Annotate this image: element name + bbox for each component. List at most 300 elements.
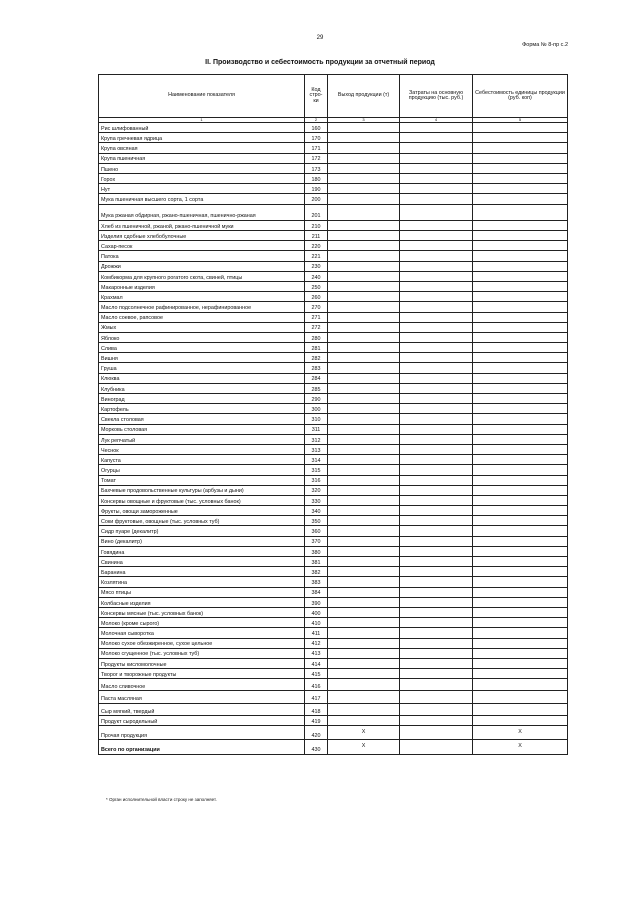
unit-cost-cell <box>473 163 568 173</box>
output-cell <box>328 241 400 251</box>
costs-cell <box>400 163 473 173</box>
costs-cell <box>400 424 473 434</box>
table-row <box>99 577 568 587</box>
unit-cost-cell <box>473 251 568 261</box>
unit-cost-cell <box>473 669 568 679</box>
table-row <box>99 271 568 281</box>
row-code: 370 <box>305 536 328 546</box>
row-code: 320 <box>305 485 328 495</box>
costs-cell <box>400 715 473 725</box>
row-code: 173 <box>305 163 328 173</box>
row-name: Крахмал <box>99 292 305 302</box>
row-name: Продукты кисломолочные <box>99 658 305 668</box>
output-cell <box>328 638 400 648</box>
costs-cell <box>400 465 473 475</box>
costs-cell <box>400 434 473 444</box>
row-name: Мука ржаная обдирная, ржано-пшеничная, пшенично-ржаная <box>99 204 305 220</box>
unit-cost-cell <box>473 506 568 516</box>
unit-cost-cell <box>473 414 568 424</box>
table-row <box>99 123 568 133</box>
row-name: Морковь столовая <box>99 424 305 434</box>
unit-cost-cell <box>473 173 568 183</box>
row-code: 211 <box>305 231 328 241</box>
output-cell <box>328 231 400 241</box>
output-cell <box>328 332 400 342</box>
unit-cost-cell <box>473 363 568 373</box>
unit-cost-cell: X <box>473 726 568 740</box>
row-code: 190 <box>305 184 328 194</box>
table-row <box>99 557 568 567</box>
row-name: Крупа овсяная <box>99 143 305 153</box>
output-cell <box>328 587 400 597</box>
output-cell <box>328 577 400 587</box>
output-cell <box>328 123 400 133</box>
row-name: Вино (декалитр) <box>99 536 305 546</box>
row-name: Свекла столовая <box>99 414 305 424</box>
unit-cost-cell <box>473 194 568 204</box>
col-number: 4 <box>400 118 473 123</box>
row-name: Продукт сыродельный <box>99 715 305 725</box>
table-row <box>99 679 568 691</box>
output-cell <box>328 465 400 475</box>
unit-cost-cell <box>473 143 568 153</box>
output-cell <box>328 703 400 715</box>
table-row <box>99 434 568 444</box>
unit-cost-cell <box>473 444 568 454</box>
unit-cost-cell <box>473 557 568 567</box>
unit-cost-cell <box>473 153 568 163</box>
row-name: Картофель <box>99 404 305 414</box>
costs-cell <box>400 703 473 715</box>
unit-cost-cell <box>473 292 568 302</box>
table-row <box>99 444 568 454</box>
table-row <box>99 475 568 485</box>
unit-cost-cell <box>473 394 568 404</box>
output-cell <box>328 143 400 153</box>
costs-cell <box>400 394 473 404</box>
row-code: 350 <box>305 516 328 526</box>
output-cell <box>328 363 400 373</box>
costs-cell <box>400 444 473 454</box>
output-cell <box>328 220 400 230</box>
col-number: 1 <box>99 118 305 123</box>
row-code: 210 <box>305 220 328 230</box>
output-cell <box>328 404 400 414</box>
output-cell <box>328 628 400 638</box>
unit-cost-cell <box>473 231 568 241</box>
costs-cell <box>400 557 473 567</box>
output-cell <box>328 567 400 577</box>
header-costs: Затраты на основную продукцию (тыс. руб.) <box>400 75 473 118</box>
output-cell <box>328 414 400 424</box>
row-name: Горох <box>99 173 305 183</box>
output-cell <box>328 607 400 617</box>
output-cell <box>328 353 400 363</box>
unit-cost-cell <box>473 607 568 617</box>
output-cell <box>328 546 400 556</box>
unit-cost-cell <box>473 536 568 546</box>
unit-cost-cell <box>473 353 568 363</box>
costs-cell <box>400 506 473 516</box>
row-name: Изделия сдобные хлебобулочные <box>99 231 305 241</box>
table-row <box>99 194 568 204</box>
table-row <box>99 618 568 628</box>
row-code: 310 <box>305 414 328 424</box>
output-cell <box>328 322 400 332</box>
costs-cell <box>400 669 473 679</box>
output-cell <box>328 184 400 194</box>
form-label: Форма № 8-пр с.2 <box>522 42 568 48</box>
unit-cost-cell <box>473 495 568 505</box>
table-row <box>99 383 568 393</box>
table-row <box>99 292 568 302</box>
unit-cost-cell <box>473 332 568 342</box>
row-code: 418 <box>305 703 328 715</box>
row-name: Баранина <box>99 567 305 577</box>
page-number: 29 <box>316 35 324 41</box>
row-code: 171 <box>305 143 328 153</box>
table-row <box>99 353 568 363</box>
output-cell <box>328 485 400 495</box>
row-code: 420 <box>305 726 328 740</box>
row-code: 260 <box>305 292 328 302</box>
costs-cell <box>400 302 473 312</box>
table-row <box>99 204 568 220</box>
unit-cost-cell <box>473 648 568 658</box>
row-name: Всего по организации <box>99 740 305 754</box>
output-cell <box>328 312 400 322</box>
row-name: Творог и творожные продукты <box>99 669 305 679</box>
output-cell <box>328 163 400 173</box>
unit-cost-cell <box>473 343 568 353</box>
table-row <box>99 703 568 715</box>
output-cell <box>328 373 400 383</box>
row-code: 180 <box>305 173 328 183</box>
unit-cost-cell <box>473 383 568 393</box>
output-cell <box>328 173 400 183</box>
table-row <box>99 516 568 526</box>
row-code: 250 <box>305 281 328 291</box>
row-name: Мясо птицы <box>99 587 305 597</box>
unit-cost-cell <box>473 658 568 668</box>
header-output: Выход продукции (т) <box>328 75 400 118</box>
costs-cell <box>400 241 473 251</box>
output-cell <box>328 658 400 668</box>
unit-cost-cell <box>473 271 568 281</box>
costs-cell <box>400 173 473 183</box>
costs-cell <box>400 658 473 668</box>
costs-cell <box>400 516 473 526</box>
header-code: Код стро-ки <box>305 75 328 118</box>
output-cell <box>328 557 400 567</box>
unit-cost-cell <box>473 455 568 465</box>
row-name: Молоко сухое обезжиренное, сухое цельное <box>99 638 305 648</box>
table-row <box>99 231 568 241</box>
row-name: Мука пшеничная высшего сорта, 1 сорта <box>99 194 305 204</box>
row-name: Сидр пуаре (декалитр) <box>99 526 305 536</box>
costs-cell <box>400 607 473 617</box>
unit-cost-cell <box>473 618 568 628</box>
table-row <box>99 669 568 679</box>
section-title: II. Производство и себестоимость продукции за отчетный период <box>205 59 435 66</box>
row-code: 220 <box>305 241 328 251</box>
unit-cost-cell <box>473 587 568 597</box>
row-code: 313 <box>305 444 328 454</box>
row-name: Консервы мясные (тыс. условных банок) <box>99 607 305 617</box>
row-code: 330 <box>305 495 328 505</box>
costs-cell <box>400 292 473 302</box>
row-name: Консервы овощные и фруктовые (тыс. условных банок) <box>99 495 305 505</box>
output-cell <box>328 153 400 163</box>
row-code: 382 <box>305 567 328 577</box>
row-code: 419 <box>305 715 328 725</box>
costs-cell <box>400 373 473 383</box>
costs-cell <box>400 153 473 163</box>
row-name: Патока <box>99 251 305 261</box>
row-name: Молоко (кроме сырого) <box>99 618 305 628</box>
unit-cost-cell <box>473 638 568 648</box>
output-cell <box>328 271 400 281</box>
row-name: Бахчевые продовольственные культуры (арбузы и дыни) <box>99 485 305 495</box>
table-row <box>99 394 568 404</box>
table-row <box>99 691 568 703</box>
row-code: 413 <box>305 648 328 658</box>
row-code: 170 <box>305 133 328 143</box>
costs-cell <box>400 567 473 577</box>
output-cell: X <box>328 726 400 740</box>
table-row <box>99 526 568 536</box>
row-name: Вишня <box>99 353 305 363</box>
row-name: Огурцы <box>99 465 305 475</box>
row-code: 282 <box>305 353 328 363</box>
costs-cell <box>400 261 473 271</box>
row-name: Капуста <box>99 455 305 465</box>
table-row <box>99 726 568 740</box>
costs-cell <box>400 322 473 332</box>
table-row <box>99 332 568 342</box>
row-name: Свинина <box>99 557 305 567</box>
output-cell <box>328 495 400 505</box>
costs-cell <box>400 353 473 363</box>
row-name: Молоко сгущенное (тыс. условных туб) <box>99 648 305 658</box>
costs-cell <box>400 648 473 658</box>
row-name: Крупа гречневая ядрица <box>99 133 305 143</box>
costs-cell <box>400 414 473 424</box>
costs-cell <box>400 343 473 353</box>
row-name: Сыр мягкий, твердый <box>99 703 305 715</box>
row-name: Козлятина <box>99 577 305 587</box>
table-row <box>99 261 568 271</box>
table-header-row <box>99 75 568 118</box>
row-name: Клюква <box>99 373 305 383</box>
unit-cost-cell <box>473 123 568 133</box>
table-row <box>99 173 568 183</box>
unit-cost-cell <box>473 546 568 556</box>
row-code: 172 <box>305 153 328 163</box>
table-row <box>99 638 568 648</box>
table-row <box>99 567 568 577</box>
row-code: 270 <box>305 302 328 312</box>
output-cell <box>328 475 400 485</box>
row-name: Пшено <box>99 163 305 173</box>
unit-cost-cell <box>473 184 568 194</box>
row-code: 381 <box>305 557 328 567</box>
output-cell <box>328 526 400 536</box>
unit-cost-cell <box>473 373 568 383</box>
output-cell <box>328 715 400 725</box>
output-cell: X <box>328 740 400 754</box>
output-cell <box>328 394 400 404</box>
costs-cell <box>400 251 473 261</box>
row-name: Крупа пшеничная <box>99 153 305 163</box>
costs-cell <box>400 726 473 740</box>
row-name: Комбикорма для крупного рогатого скота, свиней, птицы <box>99 271 305 281</box>
row-code: 415 <box>305 669 328 679</box>
row-name: Масло подсолнечное рафинированное, нерафинированное <box>99 302 305 312</box>
costs-cell <box>400 475 473 485</box>
unit-cost-cell <box>473 302 568 312</box>
row-name: Дрожжи <box>99 261 305 271</box>
row-name: Соки фруктовые, овощные (тыс. условных туб) <box>99 516 305 526</box>
unit-cost-cell <box>473 567 568 577</box>
output-cell <box>328 383 400 393</box>
output-cell <box>328 281 400 291</box>
row-name: Масло сливочное <box>99 679 305 691</box>
row-name: Яблоко <box>99 332 305 342</box>
output-cell <box>328 691 400 703</box>
row-code: 410 <box>305 618 328 628</box>
row-code: 414 <box>305 658 328 668</box>
row-name: Молочная сыворотка <box>99 628 305 638</box>
table-row <box>99 465 568 475</box>
table-body <box>99 123 568 755</box>
output-cell <box>328 194 400 204</box>
costs-cell <box>400 740 473 754</box>
unit-cost-cell <box>473 679 568 691</box>
row-code: 412 <box>305 638 328 648</box>
output-cell <box>328 516 400 526</box>
output-cell <box>328 597 400 607</box>
output-cell <box>328 444 400 454</box>
unit-cost-cell <box>473 261 568 271</box>
costs-cell <box>400 204 473 220</box>
row-code: 240 <box>305 271 328 281</box>
costs-cell <box>400 587 473 597</box>
row-code: 283 <box>305 363 328 373</box>
row-name: Сахар-песок <box>99 241 305 251</box>
row-code: 300 <box>305 404 328 414</box>
costs-cell <box>400 184 473 194</box>
table-row <box>99 312 568 322</box>
unit-cost-cell <box>473 281 568 291</box>
row-name: Рис шлифованный <box>99 123 305 133</box>
output-cell <box>328 302 400 312</box>
row-name: Томат <box>99 475 305 485</box>
output-cell <box>328 648 400 658</box>
costs-cell <box>400 281 473 291</box>
table-row <box>99 281 568 291</box>
output-cell <box>328 292 400 302</box>
costs-cell <box>400 143 473 153</box>
row-code: 316 <box>305 475 328 485</box>
row-code: 384 <box>305 587 328 597</box>
row-code: 314 <box>305 455 328 465</box>
table-row <box>99 343 568 353</box>
row-code: 280 <box>305 332 328 342</box>
row-name: Макаронные изделия <box>99 281 305 291</box>
table-row <box>99 363 568 373</box>
output-cell <box>328 133 400 143</box>
row-name: Жмых <box>99 322 305 332</box>
row-code: 271 <box>305 312 328 322</box>
row-name: Прочая продукция <box>99 726 305 740</box>
output-cell <box>328 455 400 465</box>
costs-cell <box>400 363 473 373</box>
table-row <box>99 495 568 505</box>
costs-cell <box>400 577 473 587</box>
unit-cost-cell <box>473 434 568 444</box>
row-name: Говядина <box>99 546 305 556</box>
table-row <box>99 404 568 414</box>
costs-cell <box>400 495 473 505</box>
costs-cell <box>400 271 473 281</box>
output-cell <box>328 618 400 628</box>
unit-cost-cell <box>473 204 568 220</box>
row-code: 221 <box>305 251 328 261</box>
table-row <box>99 597 568 607</box>
costs-cell <box>400 546 473 556</box>
col-number: 2 <box>305 118 328 123</box>
header-unit-cost: Себестоимость единицы продукции (руб. коп) <box>473 75 568 118</box>
costs-cell <box>400 628 473 638</box>
row-code: 281 <box>305 343 328 353</box>
costs-cell <box>400 231 473 241</box>
table-row <box>99 251 568 261</box>
table-row <box>99 373 568 383</box>
row-code: 272 <box>305 322 328 332</box>
output-cell <box>328 251 400 261</box>
table-row <box>99 414 568 424</box>
table-row <box>99 658 568 668</box>
unit-cost-cell <box>473 322 568 332</box>
row-code: 311 <box>305 424 328 434</box>
costs-cell <box>400 220 473 230</box>
header-name: Наименование показателя <box>99 75 305 118</box>
output-cell <box>328 434 400 444</box>
table-row <box>99 241 568 251</box>
row-name: Груша <box>99 363 305 373</box>
unit-cost-cell <box>473 703 568 715</box>
output-cell <box>328 536 400 546</box>
row-code: 284 <box>305 373 328 383</box>
row-name: Виноград <box>99 394 305 404</box>
output-cell <box>328 669 400 679</box>
unit-cost-cell <box>473 516 568 526</box>
costs-cell <box>400 312 473 322</box>
row-name: Нут <box>99 184 305 194</box>
row-code: 315 <box>305 465 328 475</box>
row-code: 390 <box>305 597 328 607</box>
row-name: Слива <box>99 343 305 353</box>
table-row <box>99 153 568 163</box>
costs-cell <box>400 404 473 414</box>
table-row <box>99 648 568 658</box>
table-row <box>99 506 568 516</box>
output-cell <box>328 424 400 434</box>
unit-cost-cell: X <box>473 740 568 754</box>
row-code: 290 <box>305 394 328 404</box>
table-row <box>99 143 568 153</box>
